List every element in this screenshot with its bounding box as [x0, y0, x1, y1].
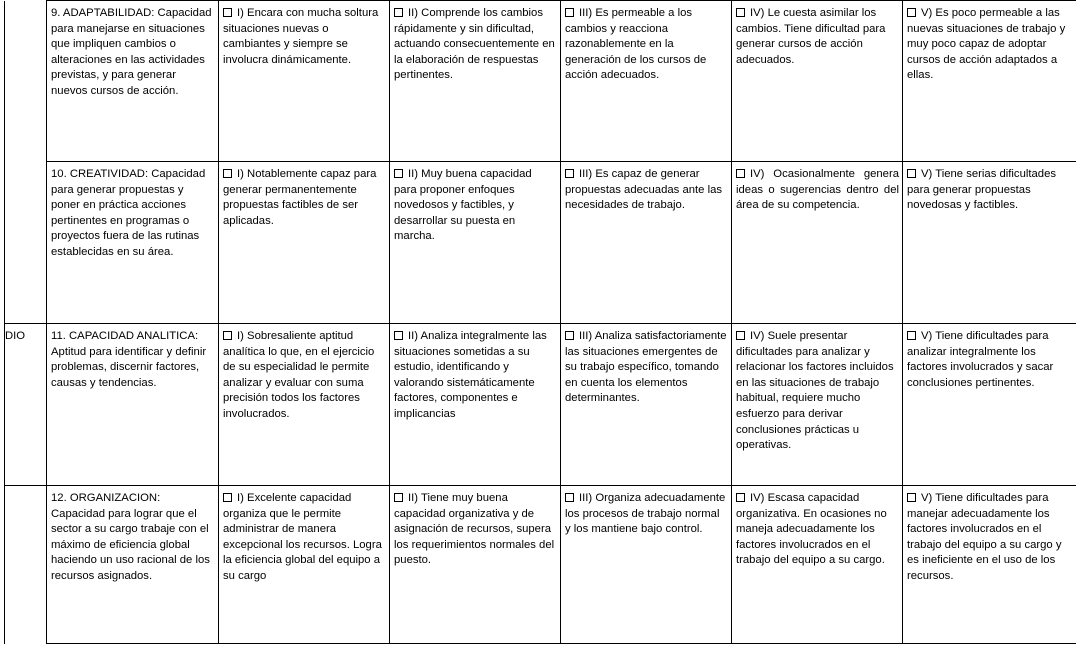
checkbox-icon[interactable] [565, 8, 574, 17]
option-cell[interactable] [219, 324, 390, 486]
option-cell[interactable] [561, 324, 732, 486]
option-text: I) Sobresaliente aptitud analítica lo que, en el ejercicio de su especialidad le permite analizar y evaluar con suma precisión todos los factores involucrados. [223, 330, 375, 420]
checkbox-icon[interactable] [223, 8, 232, 17]
option-text: III) Es capaz de generar propuestas adecuadas ante las necesidades de trabajo. [565, 168, 723, 212]
option-cell[interactable] [903, 1, 1076, 162]
option-text: II) Comprende los cambios rápidamente y sin dificultad, actuando consecuentemente en la elaboración de respuestas pertinentes. [394, 7, 555, 82]
checkbox-icon[interactable] [565, 493, 574, 502]
option-text: III) Organiza adecuadamente los procesos de trabajo normal y los mantiene bajo control. [565, 492, 726, 536]
option-text: III) Analiza satisfactoriamente las situaciones emergentes de su trabajo específico, tomando en cuenta los elementos determinantes. [565, 330, 727, 405]
option-cell[interactable] [561, 486, 732, 644]
criterion-text: 10. CREATIVIDAD: Capacidad para generar propuestas y poner en práctica acciones pertinentes en programas o proyectos fuera de las rutinas establecidas en su área. [51, 168, 206, 258]
checkbox-icon[interactable] [907, 493, 916, 502]
option-cell[interactable] [561, 1, 732, 162]
option-text: V) Tiene dificultades para analizar integralmente los factores involucrados y sacar conclusiones pertinentes. [907, 330, 1054, 389]
criterion-text: 9. ADAPTABILIDAD: Capacidad para manejarse en situaciones que impliquen cambios o alteraciones en las actividades previstas, y para generar nuevos cursos de acción. [51, 7, 212, 97]
option-text: II) Analiza integralmente las situaciones sometidas a su estudio, identificando y valorando sistemáticamente factores, componentes e implicancias [394, 330, 547, 420]
checkbox-icon[interactable] [223, 169, 232, 178]
side-label-cell [5, 1, 47, 162]
option-cell[interactable] [219, 1, 390, 162]
option-text: IV) Ocasionalmente genera ideas o sugerencias dentro del área de su competencia. [736, 168, 899, 212]
checkbox-icon[interactable] [223, 331, 232, 340]
criterion-cell [47, 486, 219, 644]
option-cell[interactable] [903, 486, 1076, 644]
option-text: I) Notablemente capaz para generar permanentemente propuestas factibles de ser aplicadas. [223, 168, 377, 227]
criterion-cell [47, 162, 219, 324]
option-cell[interactable] [390, 162, 561, 324]
option-cell[interactable] [903, 162, 1076, 324]
option-cell[interactable] [732, 162, 903, 324]
side-label: DIO [5, 330, 26, 342]
option-text: IV) Suele presentar dificultades para analizar y relacionar los factores incluidos en las situaciones de trabajo habitual, requiere mucho esfuerzo para derivar conclusiones prácticas u operativas. [736, 330, 894, 452]
option-cell[interactable] [903, 324, 1076, 486]
option-text: II) Tiene muy buena capacidad organizativa y de asignación de recursos, supera los requerimientos normales del puesto. [394, 492, 555, 567]
criterion-cell [47, 324, 219, 486]
option-cell[interactable] [732, 486, 903, 644]
option-cell[interactable] [390, 324, 561, 486]
checkbox-icon[interactable] [907, 169, 916, 178]
option-cell[interactable] [732, 324, 903, 486]
option-text: V) Tiene dificultades para manejar adecuadamente los factores involucrados en el trabajo del equipo a su cargo y es ineficiente en el uso de los recursos. [907, 492, 1062, 582]
table-row-organizacion [5, 486, 1076, 644]
option-cell[interactable] [390, 486, 561, 644]
checkbox-icon[interactable] [736, 331, 745, 340]
checkbox-icon[interactable] [223, 493, 232, 502]
checkbox-icon[interactable] [736, 493, 745, 502]
option-cell[interactable] [561, 162, 732, 324]
criterion-text: 11. CAPACIDAD ANALITICA: Aptitud para identificar y definir problemas, discernir factores, causas y tendencias. [51, 330, 207, 389]
option-text: V) Tiene serias dificultades para generar propuestas novedosas y factibles. [907, 168, 1056, 212]
criterion-text: 12. ORGANIZACION: Capacidad para lograr que el sector a su cargo trabaje con el máximo de eficiencia global haciendo un uso racional de los recursos asignados. [51, 492, 210, 582]
option-text: IV) Escasa capacidad organizativa. En ocasiones no maneja adecuadamente los factores involucrados en el trabajo del equipo a su cargo. [736, 492, 887, 567]
option-text: IV) Le cuesta asimilar los cambios. Tiene dificultad para generar cursos de acción adecuados. [736, 7, 886, 66]
option-text: I) Encara con mucha soltura situaciones nuevas o cambiantes y siempre se involucra dinámicamente. [223, 7, 379, 66]
checkbox-icon[interactable] [565, 331, 574, 340]
option-cell[interactable] [219, 162, 390, 324]
rubric-table [4, 0, 1076, 644]
checkbox-icon[interactable] [907, 8, 916, 17]
option-cell[interactable] [219, 486, 390, 644]
option-text: I) Excelente capacidad organiza que le permite administrar de manera excepcional los recursos. Logra la eficiencia global del equipo a su cargo [223, 492, 382, 582]
checkbox-icon[interactable] [565, 169, 574, 178]
side-label-cell [5, 486, 47, 644]
checkbox-icon[interactable] [394, 493, 403, 502]
checkbox-icon[interactable] [394, 8, 403, 17]
criterion-cell [47, 1, 219, 162]
option-text: II) Muy buena capacidad para proponer enfoques novedosos y factibles, y desarrollar su puesta en marcha. [394, 168, 532, 243]
checkbox-icon[interactable] [736, 169, 745, 178]
checkbox-icon[interactable] [394, 331, 403, 340]
checkbox-icon[interactable] [394, 169, 403, 178]
side-label-cell [5, 324, 47, 486]
side-label-cell [5, 162, 47, 324]
table-row-creatividad [5, 162, 1076, 324]
table-row-adaptabilidad [5, 1, 1076, 162]
checkbox-icon[interactable] [736, 8, 745, 17]
option-cell[interactable] [390, 1, 561, 162]
option-text: III) Es permeable a los cambios y reacciona razonablemente en la generación de los cursos de acción adecuados. [565, 7, 707, 82]
option-text: V) Es poco permeable a las nuevas situaciones de trabajo y muy poco capaz de adoptar cursos de acción adaptados a ellas. [907, 7, 1066, 82]
table-row-capacidad-analitica [5, 324, 1076, 486]
option-cell[interactable] [732, 1, 903, 162]
checkbox-icon[interactable] [907, 331, 916, 340]
